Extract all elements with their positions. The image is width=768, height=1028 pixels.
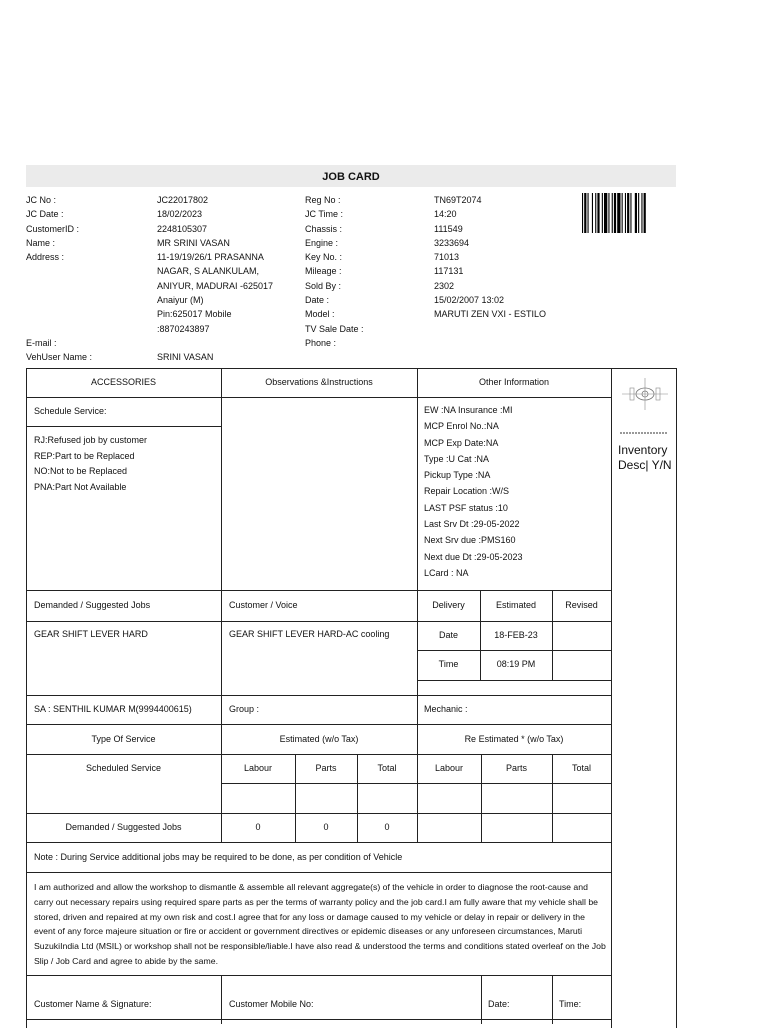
header-label: Mileage : [305, 266, 342, 277]
other-info-item: LCard : NA [424, 567, 469, 578]
estimated-label: Estimated [495, 600, 537, 610]
header-value: 11-19/19/26/1 PRASANNA [157, 252, 264, 263]
other-info-item: Type :U Cat :NA [424, 453, 490, 464]
date-value: 18-FEB-23 [494, 630, 538, 640]
other-info-item: LAST PSF status :10 [424, 502, 508, 513]
header-value: JC22017802 [157, 195, 209, 205]
demanded-jobs-label: Demanded / Suggested Jobs [34, 600, 151, 610]
inventory-label: Inventory Desc| Y/N [618, 443, 672, 472]
header-value: Anaiyur (M) [157, 295, 204, 306]
total-value: 0 [384, 822, 390, 832]
time-value: 08:19 PM [496, 659, 536, 669]
total-header: Total [377, 763, 397, 773]
header-label: Engine : [305, 237, 339, 248]
parts-header: Parts [315, 763, 337, 773]
header-label [26, 279, 92, 293]
header-label: Key No. : [305, 252, 343, 263]
header-value: MARUTI ZEN VXI - ESTILO [434, 309, 547, 320]
type-of-service-label: Type Of Service [91, 734, 156, 744]
header-value [157, 336, 273, 350]
observations-header: Observations &Instructions [265, 377, 373, 387]
header-label: Model : [305, 309, 335, 320]
header-value: 18/02/2023 [157, 209, 203, 220]
re-parts-header: Parts [505, 763, 527, 773]
parts-value: 0 [323, 822, 329, 832]
signature-date-label: Date: [488, 999, 510, 1009]
scheduled-service-label: Scheduled Service [85, 763, 162, 773]
revised-label: Revised [565, 600, 598, 610]
header-value: TN69T2074 [434, 195, 482, 205]
header-label: JC Time : [305, 209, 344, 220]
header-value: NAGAR, S ALANKULAM, [157, 266, 260, 277]
other-info-item: Pickup Type :NA [424, 470, 491, 481]
header-value: 15/02/2007 13:02 [434, 295, 505, 306]
header-value: SRINI VASAN [157, 352, 214, 363]
header-label: TV Sale Date : [305, 323, 364, 334]
header-col1-values [157, 193, 273, 365]
other-info-header: Other Information [478, 377, 550, 387]
header-label: Date : [305, 295, 330, 306]
other-info-item: Next due Dt :29-05-2023 [424, 551, 523, 562]
header-label: Sold By : [305, 280, 342, 291]
re-estimated-label: Re Estimated * (w/o Tax) [464, 734, 564, 744]
mechanic-label: Mechanic : [424, 704, 468, 714]
header-value: 71013 [434, 252, 460, 263]
header-label: JC Date : [26, 209, 64, 220]
time-label: Time [438, 659, 459, 669]
header-label [26, 322, 92, 336]
header-value: 117131 [434, 266, 464, 277]
estimated-wo-tax-label: Estimated (w/o Tax) [279, 734, 359, 744]
header-value: Pin:625017 Mobile [157, 309, 232, 320]
header-value: ANIYUR, MADURAI -625017 [157, 280, 274, 291]
accessories-header: ACCESSORIES [90, 377, 157, 387]
header-label: E-mail : [26, 337, 57, 348]
labour-value: 0 [255, 822, 261, 832]
header-label: Name : [26, 237, 56, 248]
header-value [434, 336, 546, 350]
other-info-item: MCP Enrol No.:NA [424, 421, 499, 432]
vehicle-diagram-icon [620, 376, 670, 412]
header-col2-values [434, 193, 546, 350]
labour-header: Labour [243, 763, 273, 773]
other-info-item: Last Srv Dt :29-05-2022 [424, 519, 520, 530]
demanded-job-value: GEAR SHIFT LEVER HARD [34, 629, 148, 639]
signature-time-label: Time: [559, 999, 582, 1009]
header-label: Address : [26, 252, 65, 263]
service-advisor: SA : SENTHIL KUMAR M(9994400615) [34, 704, 192, 714]
date-label: Date [438, 630, 458, 640]
legend-item: RJ:Refused job by customer [34, 435, 148, 445]
barcode [582, 193, 676, 233]
header-label [26, 264, 92, 278]
header-value: 2302 [434, 280, 455, 291]
header-label: VehUser Name : [26, 352, 93, 363]
header-value: 14:20 [434, 209, 457, 220]
header-value [434, 322, 546, 336]
header-label: Phone : [305, 337, 337, 348]
delivery-label: Delivery [432, 600, 465, 610]
schedule-service-label: Schedule Service: [34, 406, 107, 416]
customer-signature-label: Customer Name & Signature: [34, 999, 152, 1009]
customer-mobile-label: Customer Mobile No: [229, 999, 314, 1009]
header-label [26, 307, 92, 321]
header-value: MR SRINI VASAN [157, 237, 230, 248]
legend-item: NO:Not to be Replaced [34, 466, 128, 476]
other-info-item: Repair Location :W/S [424, 486, 510, 497]
header-label: JC No : [26, 195, 57, 205]
re-labour-header: Labour [434, 763, 464, 773]
consent-text: I am authorized and allow the workshop to dismantle & assemble all relevant aggregate(s) of the vehicle in order to diagnose the root-cause and carry out necessary repairs using required spare parts as per the terms of warranty policy and the job card.I am fully aware that my vehicle shall be stored, driven and repaired at my own risk and cost.I agree that for any loss or damage caused to my vehicle or delay in repair or delivery in the event of any force majeure situation or fire or accident or government directives or epidemic diseases or any unforeseen circumstances, Maruti SuzukiIndia Ltd (MSIL) or workshop shall not be responsible/liable.I have also read & understood the terms and conditions stated overleaf on the Job Slip / Job Card and agree to abide by the same. [34, 882, 606, 966]
customer-voice-value: GEAR SHIFT LEVER HARD-AC cooling [229, 629, 390, 639]
re-total-header: Total [571, 763, 591, 773]
header-label [26, 293, 92, 307]
demanded-jobs-row-label: Demanded / Suggested Jobs [65, 822, 182, 832]
header-value: 111549 [434, 223, 463, 234]
other-info-item: Next Srv due :PMS160 [424, 535, 516, 546]
legend-list [34, 433, 147, 495]
customer-voice-label: Customer / Voice [229, 600, 298, 610]
legend-item: PNA:Part Not Available [34, 481, 127, 492]
scale-bar [620, 432, 668, 434]
group-label: Group : [229, 704, 260, 714]
header-value: :8870243897 [157, 323, 210, 334]
header-label: Chassis : [305, 223, 343, 234]
header-col1-labels [26, 193, 92, 365]
legend-item: REP:Part to be Replaced [34, 450, 135, 461]
header-label: Reg No : [305, 195, 341, 205]
service-note: Note : During Service additional jobs may be required to be done, as per condition of Vehicle [34, 852, 403, 862]
header-col2-labels [305, 193, 364, 350]
other-info-item: EW :NA Insurance :MI [424, 405, 513, 415]
other-info-list [424, 402, 523, 581]
header-value: 3233694 [434, 237, 470, 248]
header-value: 2248105307 [157, 223, 208, 234]
page-title: JOB CARD [322, 171, 380, 183]
header-label: CustomerID : [26, 223, 80, 234]
other-info-item: MCP Exp Date:NA [424, 437, 499, 448]
